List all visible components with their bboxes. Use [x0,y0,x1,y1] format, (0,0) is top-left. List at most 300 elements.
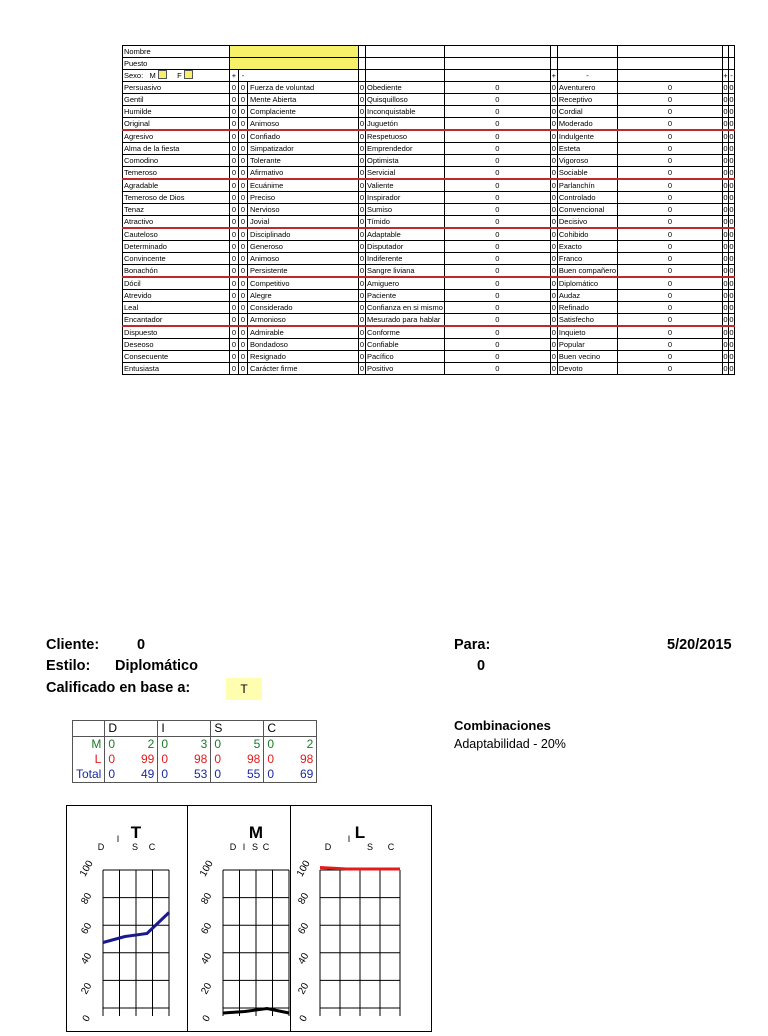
minus-header: - [729,70,735,82]
minus-count: 0 [550,155,557,167]
score-header-s: S [211,721,264,737]
word-label: Consecuente [123,351,230,363]
plus-count: 0 [723,241,729,253]
minus-count: 0 [359,82,366,94]
chart-title: L [355,823,365,842]
plus-count: 0 [444,94,550,106]
word-label: Audaz [557,290,617,302]
minus-count: 0 [550,253,557,265]
score-row-label: L [73,752,105,767]
minus-count: 0 [729,155,735,167]
chart-panel-l [290,806,431,1031]
word-label: Obediente [366,82,445,94]
y-tick-label: 0 [81,1013,94,1024]
plus-count: 0 [618,179,723,192]
base-label: Calificado en base a: [46,680,190,696]
score-value: 0 [211,737,236,753]
minus-count: 0 [359,277,366,290]
minus-count: 0 [550,363,557,375]
minus-count: 0 [359,216,366,229]
score-value: 69 [288,767,317,783]
score-value: 99 [129,752,158,767]
word-row [123,130,735,143]
minus-count: 0 [729,277,735,290]
plus-count: 0 [230,278,239,289]
word-label: Complaciente [248,107,296,116]
word-row [123,155,735,167]
plus-count: 0 [230,143,239,154]
word-row [123,241,735,253]
y-tick-label: 20 [296,981,311,997]
word-label: Afirmativo [248,168,283,177]
minus-count: 0 [239,363,248,374]
minus-count: 0 [550,302,557,314]
plus-count: 0 [723,118,729,131]
score-table [72,720,317,783]
plus-count: 0 [618,130,723,143]
word-rows [123,82,735,375]
minus-count: 0 [729,228,735,241]
minus-count: 0 [239,204,248,215]
category-label: C [149,842,156,852]
word-label: Buen vecino [557,351,617,363]
plus-count: 0 [618,167,723,180]
word-row [123,265,735,278]
minus-count: 0 [239,327,248,338]
plus-count: 0 [618,253,723,265]
word-label: Fuerza de voluntad [248,83,314,92]
minus-count: 0 [729,241,735,253]
word-label: Receptivo [557,94,617,106]
minus-count: 0 [729,314,735,327]
minus-count: 0 [729,253,735,265]
minus-count: 0 [239,278,248,289]
plus-count: 0 [444,265,550,278]
category-label: D [98,842,105,852]
minus-count: 0 [239,290,248,301]
word-label: Esteta [557,143,617,155]
word-row [123,253,735,265]
y-tick-label: 40 [79,951,94,967]
minus-count: 0 [729,106,735,118]
plus-count: 0 [618,314,723,327]
plus-count: 0 [723,82,729,94]
word-label: Juguetón [366,118,445,131]
plus-count: 0 [723,155,729,167]
word-label: Tenaz [123,204,230,216]
word-label: Vigoroso [557,155,617,167]
score-value: 2 [288,737,317,753]
minus-count: 0 [550,118,557,131]
sexo-m-checkbox[interactable] [158,70,167,79]
minus-count: 0 [729,339,735,351]
minus-count: 0 [239,351,248,362]
minus-count: 0 [550,82,557,94]
word-row [123,339,735,351]
minus-count: 0 [550,290,557,302]
sexo-label: Sexo: [124,71,143,80]
score-value: 0 [105,737,130,753]
minus-count: 0 [550,106,557,118]
score-value: 0 [264,767,289,783]
para-label: Para: [454,637,490,653]
plus-count: 0 [230,327,239,338]
plus-count: 0 [723,265,729,278]
plus-count: 0 [230,180,239,191]
minus-count: 0 [239,192,248,203]
minus-count: 0 [550,228,557,241]
score-value: 0 [105,752,130,767]
word-label: Bonachón [123,265,230,278]
word-label: Original [123,118,230,131]
word-label: Carácter firme [248,364,298,373]
plus-count: 0 [723,179,729,192]
plus-count: 0 [618,204,723,216]
estilo-value: Diplomático [115,658,198,674]
minus-count: 0 [239,216,248,227]
combinaciones-value: Adaptabilidad - 20% [454,737,566,751]
word-label: Moderado [557,118,617,131]
word-label: Refinado [557,302,617,314]
word-label: Generoso [248,242,283,251]
plus-count: 0 [723,106,729,118]
score-value: 98 [288,752,317,767]
minus-count: 0 [239,265,248,276]
plus-count: 0 [618,363,723,375]
word-row [123,228,735,241]
nombre-label: Nombre [123,46,230,58]
plus-count: 0 [444,241,550,253]
plus-count: 0 [723,314,729,327]
word-row [123,82,735,94]
word-label: Convencional [557,204,617,216]
plus-count: 0 [618,277,723,290]
word-row [123,118,735,131]
y-tick-label: 40 [296,951,311,967]
chart-panel-t [67,806,188,1031]
minus-count: 0 [239,302,248,313]
word-label: Alma de la fiesta [123,143,230,155]
word-label: Inquieto [557,326,617,339]
plus-count: 0 [723,143,729,155]
minus-count: 0 [359,155,366,167]
word-label: Cohibido [557,228,617,241]
plus-count: 0 [723,363,729,375]
word-label: Conforme [366,326,445,339]
word-label: Animoso [248,254,279,263]
plus-count: 0 [444,253,550,265]
plus-count: 0 [444,167,550,180]
minus-count: 0 [359,265,366,278]
minus-count: 0 [550,265,557,278]
plus-count: 0 [723,326,729,339]
word-label: Quisquilloso [366,94,445,106]
category-label: S [132,842,138,852]
word-label: Leal [123,302,230,314]
plus-count: 0 [230,314,239,325]
plus-count: 0 [444,216,550,229]
plus-header: + [230,70,239,81]
word-row [123,277,735,290]
word-label: Disputador [366,241,445,253]
cliente-label: Cliente: [46,637,99,653]
minus-count: 0 [359,167,366,180]
plus-count: 0 [444,130,550,143]
chart-title: M [249,823,263,842]
plus-count: 0 [230,253,239,264]
word-row [123,204,735,216]
minus-count: 0 [239,106,248,117]
plus-count: 0 [618,228,723,241]
puesto-label: Puesto [123,58,230,70]
disc-charts [66,805,432,1032]
minus-count: 0 [729,265,735,278]
word-row [123,302,735,314]
sexo-f-label: F [177,71,182,80]
plus-count: 0 [444,326,550,339]
word-label: Agresivo [123,130,230,143]
word-row [123,216,735,229]
word-label: Confianza en si mismo [366,302,445,314]
estilo-label: Estilo: [46,658,90,674]
category-label: S [367,842,373,852]
word-label: Simpatizador [248,144,294,153]
word-label: Resignado [248,352,286,361]
score-value: 0 [158,752,183,767]
word-label: Ecuánime [248,181,283,190]
word-label: Satisfecho [557,314,617,327]
plus-count: 0 [230,241,239,252]
minus-count: 0 [729,192,735,204]
word-label: Entusiasta [123,363,230,375]
word-label: Devoto [557,363,617,375]
plus-count: 0 [230,155,239,166]
plus-count: 0 [723,167,729,180]
word-label: Nervioso [248,205,280,214]
plus-count: 0 [230,118,239,129]
word-label: Competitivo [248,279,290,288]
plus-count: 0 [230,302,239,313]
word-label: Admirable [248,328,284,337]
plus-count: 0 [230,167,239,178]
word-label: Cordial [557,106,617,118]
plus-count: 0 [444,277,550,290]
minus-count: 0 [359,339,366,351]
minus-count: 0 [359,94,366,106]
minus-count: 0 [239,131,248,142]
word-label: Persistente [248,266,288,275]
word-label: Gentil [123,94,230,106]
minus-count: 0 [359,204,366,216]
score-value: 0 [105,767,130,783]
word-label: Inspirador [366,192,445,204]
minus-count: 0 [729,130,735,143]
plus-count: 0 [230,131,239,142]
score-row [73,737,317,753]
word-label: Comodino [123,155,230,167]
plus-count: 0 [444,314,550,327]
minus-count: 0 [359,326,366,339]
minus-count: 0 [359,363,366,375]
minus-count: 0 [239,155,248,166]
plus-header: + [723,70,729,82]
word-label: Emprendedor [366,143,445,155]
plus-count: 0 [723,130,729,143]
minus-count: 0 [359,192,366,204]
plus-count: 0 [618,339,723,351]
category-label: I [348,834,351,844]
puesto-field[interactable] [230,58,359,70]
plus-count: 0 [444,106,550,118]
score-value: 98 [235,752,264,767]
base-value-field[interactable]: T [226,678,262,700]
minus-count: 0 [729,216,735,229]
minus-count: 0 [729,94,735,106]
plus-count: 0 [723,253,729,265]
minus-count: 0 [359,351,366,363]
sexo-m-label: M [149,71,155,80]
word-label: Jovial [248,217,269,226]
minus-count: 0 [729,326,735,339]
word-label: Diplomático [557,277,617,290]
score-value: 53 [182,767,211,783]
plus-count: 0 [618,302,723,314]
minus-count: 0 [550,339,557,351]
plus-count: 0 [723,277,729,290]
score-value: 0 [158,737,183,753]
plus-count: 0 [230,192,239,203]
word-label: Respetuoso [366,130,445,143]
minus-count: 0 [729,82,735,94]
minus-count: 0 [239,229,248,240]
plus-count: 0 [444,143,550,155]
word-label: Alegre [248,291,272,300]
minus-count: 0 [359,314,366,327]
minus-count: 0 [239,167,248,178]
plus-count: 0 [618,351,723,363]
word-label: Tolerante [248,156,281,165]
word-label: Valiente [366,179,445,192]
word-label: Convincente [123,253,230,265]
sexo-f-checkbox[interactable] [184,70,193,79]
word-row [123,179,735,192]
minus-count: 0 [729,290,735,302]
word-label: Disciplinado [248,230,290,239]
plus-count: 0 [444,290,550,302]
word-row [123,363,735,375]
y-tick-label: 0 [298,1013,311,1024]
minus-count: 0 [359,179,366,192]
plus-count: 0 [444,155,550,167]
plus-count: 0 [723,228,729,241]
score-header-d: D [105,721,158,737]
word-label: Temeroso [123,167,230,180]
nombre-field[interactable] [230,46,359,58]
minus-count: 0 [550,179,557,192]
word-label: Cauteloso [123,228,230,241]
word-label: Sociable [557,167,617,180]
plus-count: 0 [230,94,239,105]
minus-count: 0 [550,326,557,339]
plus-count: 0 [618,216,723,229]
minus-count: 0 [239,339,248,350]
plus-count: 0 [444,192,550,204]
plus-count: 0 [230,106,239,117]
plus-count: 0 [444,179,550,192]
plus-count: 0 [230,216,239,227]
chart-t [67,806,187,1031]
score-value: 2 [129,737,158,753]
y-tick-label: 20 [79,981,94,997]
word-row [123,143,735,155]
word-row [123,290,735,302]
word-row [123,314,735,327]
word-label: Agradable [123,179,230,192]
y-tick-label: 100 [295,858,313,878]
word-grid [122,45,735,375]
score-value: 0 [264,737,289,753]
y-tick-label: 100 [78,858,96,878]
word-label: Franco [557,253,617,265]
plus-count: 0 [723,302,729,314]
score-header-c: C [264,721,317,737]
word-label: Mesurado para hablar [366,314,445,327]
word-label: Aventurero [557,82,617,94]
word-label: Exacto [557,241,617,253]
word-label: Humilde [123,106,230,118]
category-label: I [117,834,120,844]
minus-count: 0 [729,204,735,216]
score-value: 0 [211,767,236,783]
category-label: I [243,842,246,852]
y-tick-label: 0 [201,1013,214,1024]
plus-count: 0 [230,351,239,362]
minus-count: 0 [550,241,557,253]
word-label: Preciso [248,193,275,202]
minus-count: 0 [550,277,557,290]
minus-count: 0 [239,253,248,264]
word-label: Dócil [123,277,230,290]
word-label: Decisivo [557,216,617,229]
word-label: Popular [557,339,617,351]
y-tick-label: 60 [296,921,311,937]
minus-count: 0 [550,130,557,143]
word-label: Persuasivo [123,82,230,94]
word-label: Pacífico [366,351,445,363]
y-tick-label: 80 [296,891,311,907]
plus-count: 0 [618,118,723,131]
series-line [320,868,400,870]
plus-count: 0 [618,290,723,302]
minus-header: - [557,70,617,82]
minus-count: 0 [359,241,366,253]
plus-count: 0 [444,118,550,131]
score-value: 55 [235,767,264,783]
para-value: 0 [477,658,485,674]
word-label: Controlado [557,192,617,204]
word-label: Temeroso de Dios [123,192,230,204]
plus-count: 0 [444,82,550,94]
category-label: C [388,842,395,852]
plus-count: 0 [723,94,729,106]
plus-count: 0 [230,339,239,350]
word-label: Positivo [366,363,445,375]
minus-count: 0 [239,143,248,154]
plus-count: 0 [444,204,550,216]
minus-count: 0 [359,143,366,155]
plus-header: + [550,70,557,82]
word-row [123,106,735,118]
